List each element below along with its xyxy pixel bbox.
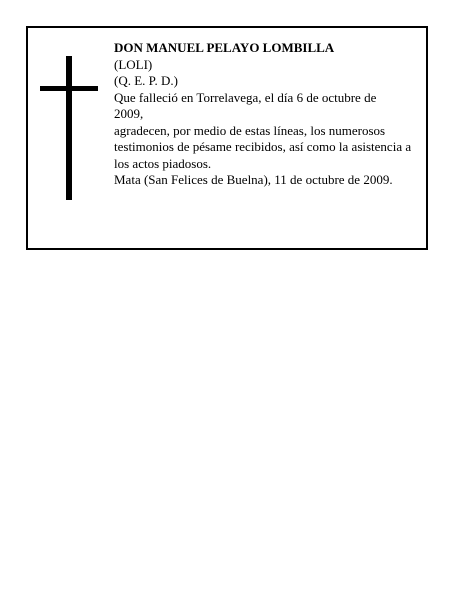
obituary-notice-frame (26, 26, 428, 250)
cross-horizontal-bar (40, 86, 98, 91)
death-line-1: Que falleció en Torrelavega, el día 6 de octubre de (114, 89, 377, 105)
cross-icon (40, 56, 98, 200)
gratitude-paragraph: agradecen, por medio de estas líneas, los numerosos testimonios de pésame recibidos, así como la asistencia a los actos piadosos. (114, 122, 412, 171)
qepd-line: (Q. E. P. D.) (114, 73, 178, 88)
deceased-nickname: (LOLI) (114, 56, 153, 72)
death-line-2: 2009, (114, 106, 144, 121)
deceased-name: DON MANUEL PELAYO LOMBILLA (114, 40, 335, 55)
place-date-line: Mata (San Felices de Buelna), 11 de octubre de 2009. (114, 172, 393, 187)
cross-vertical-bar (66, 56, 72, 200)
notice-text (114, 40, 424, 189)
